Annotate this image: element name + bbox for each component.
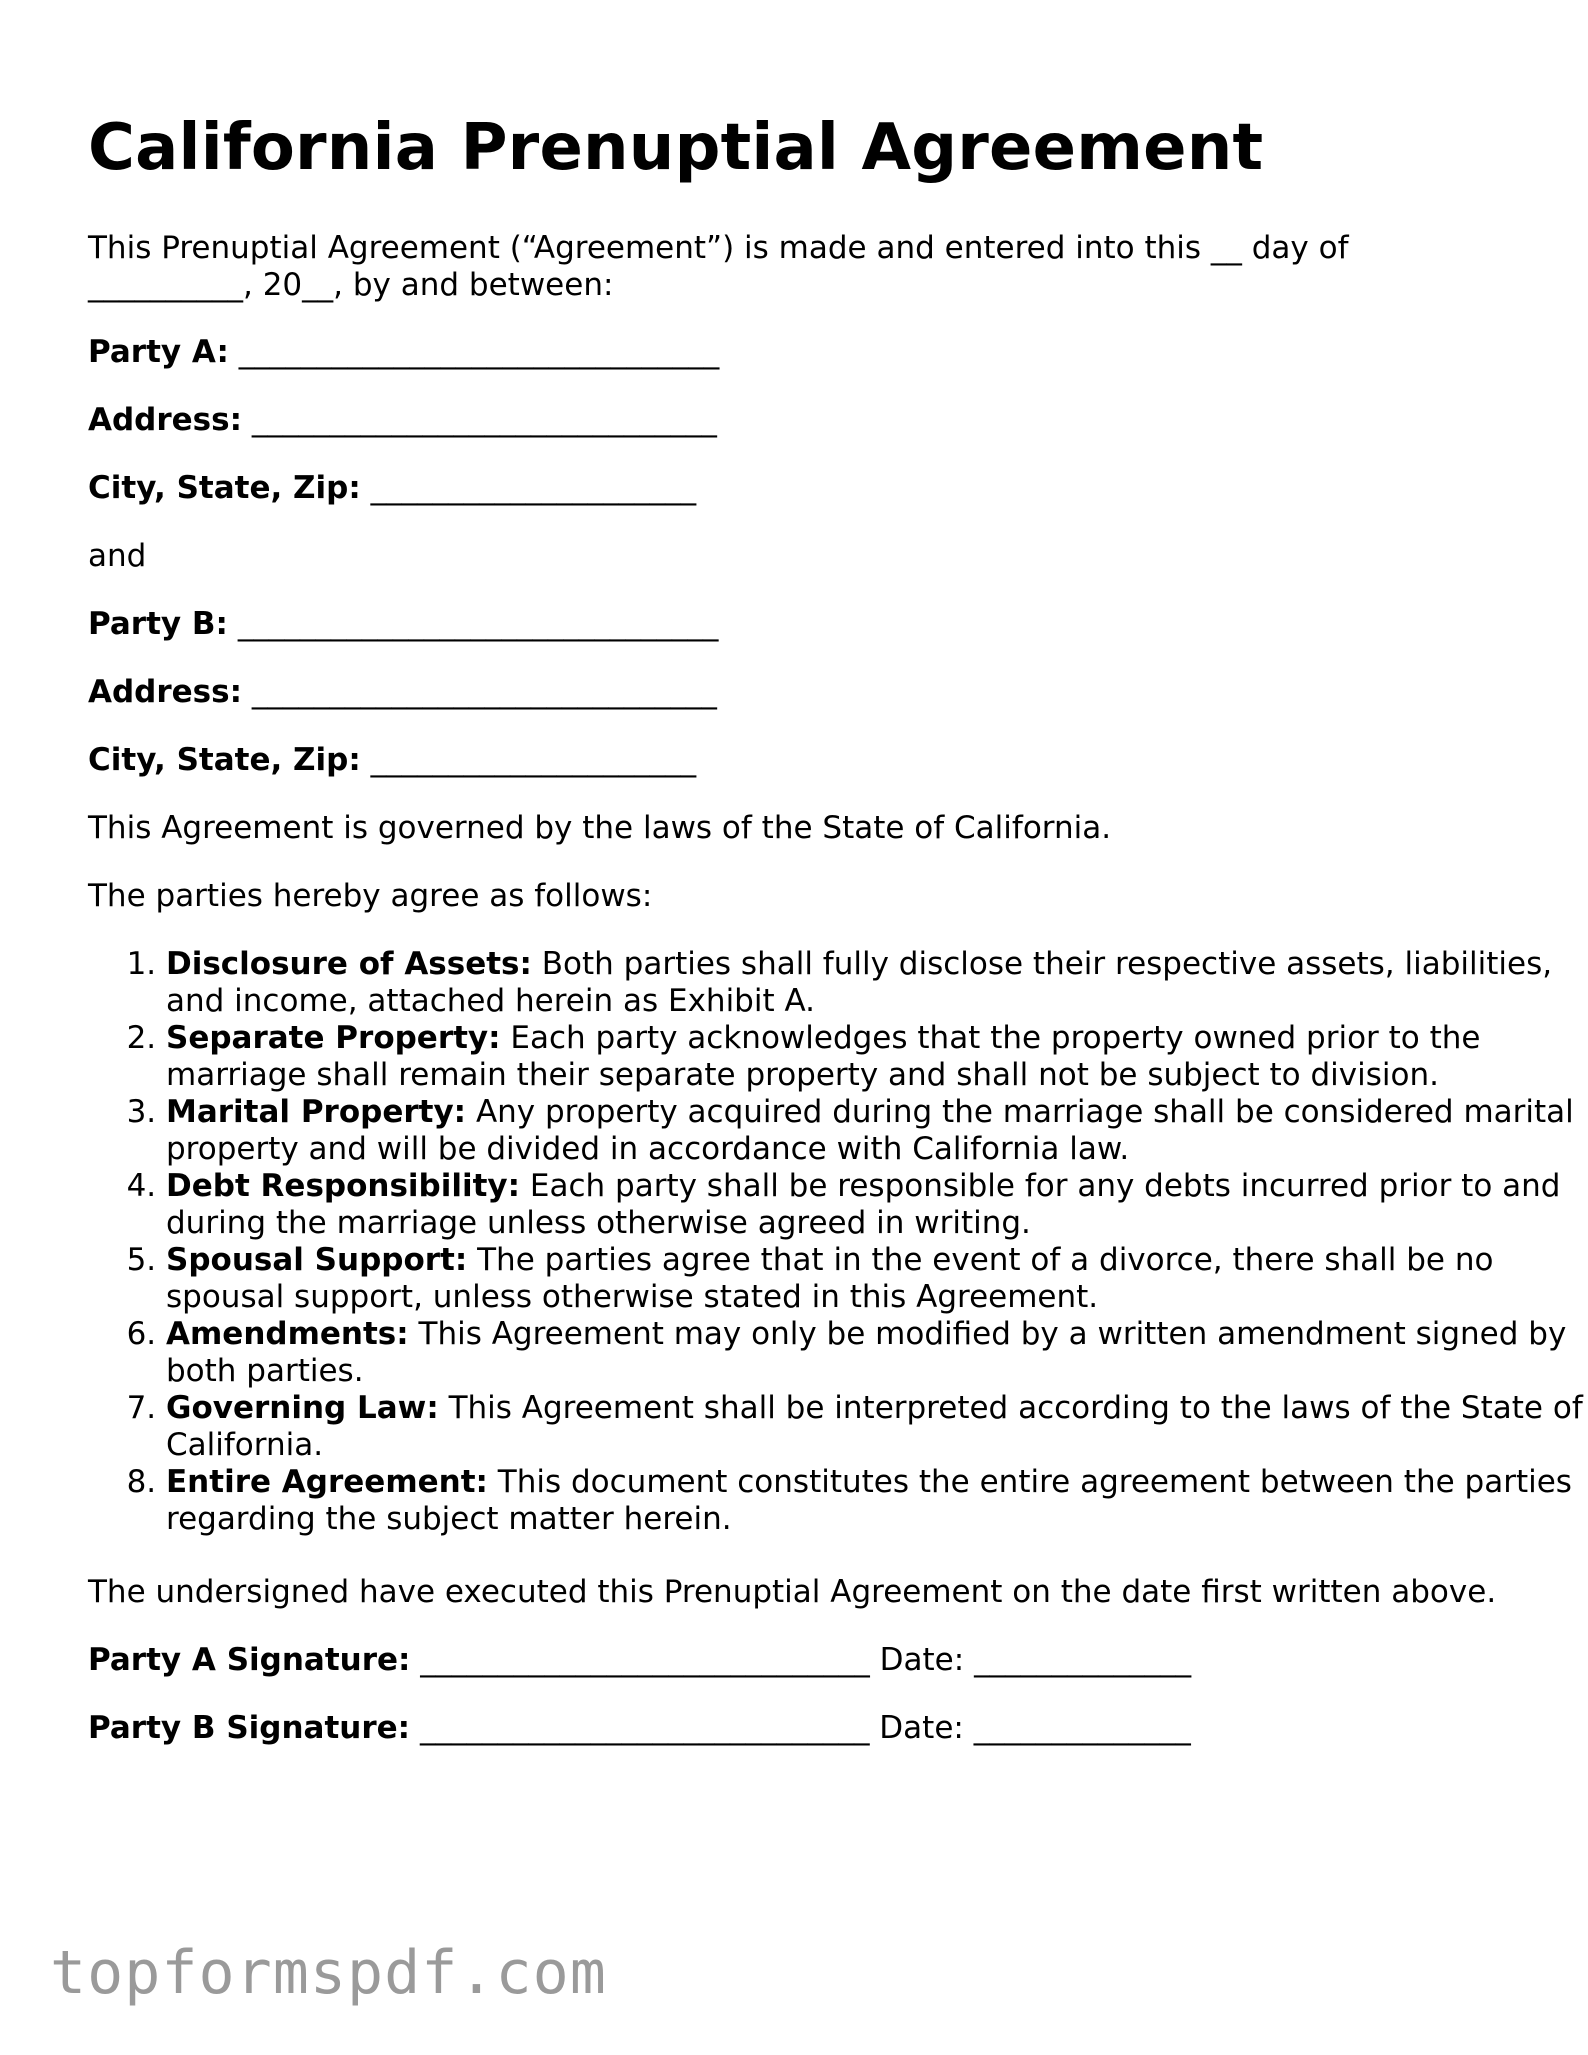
term-text: This document constitutes the entire agreement between the parties regarding the subject matter herein. [166,1464,1572,1537]
party-b-signature-label: Party B Signature: [88,1710,411,1746]
agree-intro: The parties hereby agree as follows: [88,878,653,914]
party-b-signature-blank: _____________________________ [419,1710,870,1746]
term-text: The parties agree that in the event of a divorce, there shall be no spousal support, unless otherwise stated in this Agreement. [166,1242,1494,1315]
party-b-name-label: Party B: [88,606,228,642]
conjunction-and: and [88,538,147,574]
party-a-address-label: Address: [88,402,242,438]
party-b-signature-line [88,1710,1191,1747]
term-item [166,1390,1588,1464]
party-a-address-blank: ______________________________ [251,402,717,438]
intro-paragraph: This Prenuptial Agreement (“Agreement”) is made and entered into this __ day of __________, 20__, by and between: [88,230,1349,303]
party-b-address-label: Address: [88,674,242,710]
party-a-date-label: Date: [879,1642,965,1678]
party-b-name-blank: _______________________________ [237,606,719,642]
term-item [166,1168,1588,1242]
term-heading: Governing Law: [166,1390,439,1426]
party-a-name-field [88,334,719,371]
term-text: Both parties shall fully disclose their respective assets, liabilities, and income, attached herein as Exhibit A. [166,946,1553,1019]
term-text: Each party acknowledges that the property owned prior to the marriage shall remain their separate property and shall not be subject to division. [166,1020,1481,1093]
party-b-name-field [88,606,718,643]
party-b-date-label: Date: [879,1710,964,1746]
document-title: California Prenuptial Agreement [88,111,1264,185]
term-item [166,946,1588,1020]
term-heading: Amendments: [166,1316,409,1352]
term-item [166,1464,1588,1538]
party-a-city-label: City, State, Zip: [88,470,361,506]
watermark: topformspdf.com [50,1938,607,2008]
party-b-city-field [88,742,696,779]
term-heading: Separate Property: [166,1020,501,1056]
governing-statement: This Agreement is governed by the laws of the State of California. [88,810,1112,846]
term-text: This Agreement shall be interpreted according to the laws of the State of California. [166,1390,1583,1463]
party-a-address-field [88,402,717,439]
term-item [166,1242,1588,1316]
party-a-city-field [88,470,696,507]
party-b-address-blank: ______________________________ [251,674,717,710]
party-b-city-label: City, State, Zip: [88,742,361,778]
party-a-signature-label: Party A Signature: [88,1642,411,1678]
term-text: This Agreement may only be modified by a written amendment signed by both parties. [166,1316,1567,1389]
party-a-signature-blank: _____________________________ [420,1642,870,1678]
party-a-name-label: Party A: [88,334,229,370]
party-a-city-blank: _____________________ [370,470,697,506]
party-a-name-blank: _______________________________ [238,334,720,370]
term-heading: Spousal Support: [166,1242,468,1278]
party-b-address-field [88,674,717,711]
term-item [166,1094,1588,1168]
terms-list [88,946,1588,1538]
term-heading: Debt Responsibility: [166,1168,521,1204]
term-text: Each party shall be responsible for any debts incurred prior to and during the marriage unless otherwise agreed in writing. [166,1168,1561,1241]
execution-statement: The undersigned have executed this Prenuptial Agreement on the date first written above. [88,1574,1497,1610]
term-heading: Disclosure of Assets: [166,946,532,982]
party-a-date-blank: ______________ [974,1642,1192,1678]
term-heading: Entire Agreement: [166,1464,488,1500]
term-item [166,1316,1588,1390]
party-b-date-blank: ______________ [973,1710,1191,1746]
term-heading: Marital Property: [166,1094,467,1130]
term-item [166,1020,1588,1094]
party-a-signature-line [88,1642,1191,1679]
party-b-city-blank: _____________________ [370,742,697,778]
term-text: Any property acquired during the marriage shall be considered marital property and will be divided in accordance with California law. [166,1094,1574,1167]
